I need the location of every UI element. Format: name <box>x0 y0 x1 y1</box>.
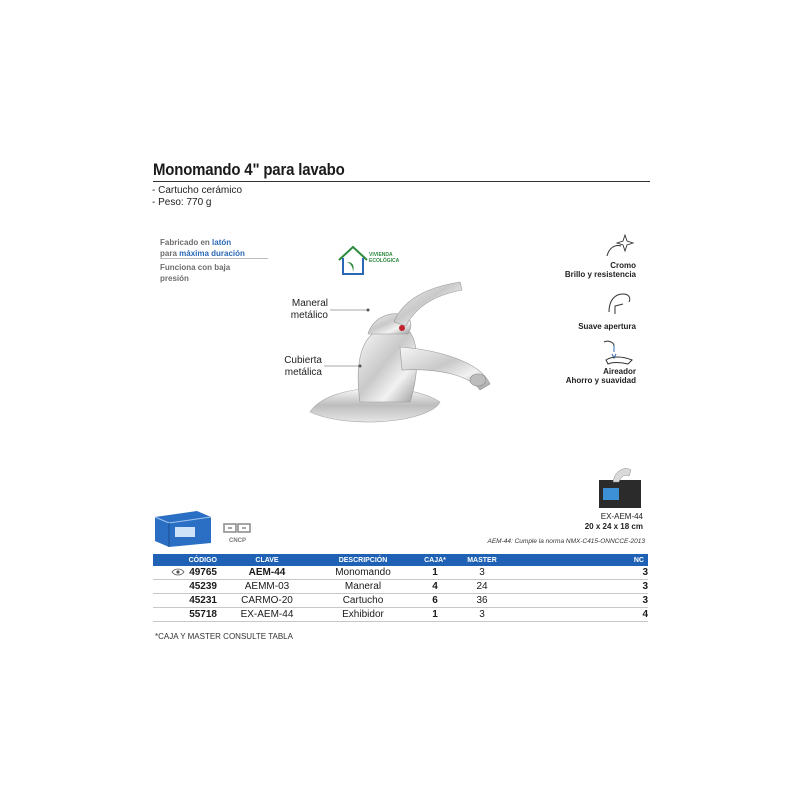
table-header-row <box>153 554 648 566</box>
cell-clave: AEM-44 <box>221 566 313 580</box>
feature-line: Brillo y resistencia <box>564 270 636 279</box>
cell-nc: 3 <box>507 594 648 608</box>
cell-caja: 1 <box>413 608 457 622</box>
display-info <box>560 512 643 532</box>
faucet-image <box>290 262 500 442</box>
callout-line: metálico <box>290 310 328 321</box>
spec-peso: - Peso: 770 g <box>152 197 212 208</box>
cell-nc: 3 <box>507 580 648 594</box>
cell-codigo <box>153 566 221 580</box>
cell-descripcion: Cartucho <box>313 594 413 608</box>
table-row <box>153 608 648 622</box>
col-header-clave: CLAVE <box>221 554 313 566</box>
manufacture-divider <box>160 258 268 259</box>
cert-label: CNCP <box>229 538 247 544</box>
feature-line: Suave apertura <box>578 322 636 331</box>
product-table <box>153 554 648 622</box>
spec-cartucho: - Cartucho cerámico <box>152 185 243 196</box>
eco-badge-line: VIVIENDA <box>369 252 393 258</box>
feature-line: Aireador <box>603 367 636 376</box>
col-header-nc: NC <box>507 554 648 566</box>
cell-codigo-value: 49765 <box>189 567 217 578</box>
cell-codigo: 45231 <box>153 594 221 608</box>
callout-line: metálica <box>284 367 322 378</box>
cell-codigo: 45239 <box>153 580 221 594</box>
cell-descripcion: Maneral <box>313 580 413 594</box>
cell-codigo: 55718 <box>153 608 221 622</box>
mfg-text: Fabricado en <box>160 238 213 247</box>
callout-cubierta <box>272 355 322 379</box>
product-box-image <box>153 505 213 547</box>
cell-clave: EX-AEM-44 <box>221 608 313 622</box>
pressure-note-line: Funciona con baja <box>160 263 231 272</box>
feature-aireador <box>540 367 636 385</box>
sparkle-icon <box>603 232 635 260</box>
cell-master: 24 <box>457 580 507 594</box>
cell-clave: AEMM-03 <box>221 580 313 594</box>
callout-maneral <box>272 298 328 322</box>
feature-line: Cromo <box>610 261 636 270</box>
pressure-note <box>160 262 230 284</box>
eye-icon <box>171 568 185 576</box>
table-row <box>153 594 648 608</box>
display-code: EX-AEM-44 <box>600 512 643 521</box>
mfg-emph-laton: latón <box>212 238 232 247</box>
callout-leader-maneral <box>330 306 370 314</box>
table-row <box>153 566 648 580</box>
manufacture-note <box>160 237 245 259</box>
table-footnote: *CAJA Y MASTER CONSULTE TABLA <box>155 632 293 641</box>
cell-master: 3 <box>457 608 507 622</box>
cell-master: 36 <box>457 594 507 608</box>
pressure-note-line: presión <box>160 274 189 283</box>
cell-descripcion: Monomando <box>313 566 413 580</box>
mfg-emph-duracion: máxima duración <box>179 249 245 258</box>
feature-line: Ahorro y suavidad <box>565 376 636 385</box>
col-header-codigo: CÓDIGO <box>153 554 221 566</box>
display-unit-image <box>595 462 643 510</box>
cell-nc: 4 <box>507 608 648 622</box>
cell-caja: 4 <box>413 580 457 594</box>
table-row <box>153 580 648 594</box>
cell-descripcion: Exhibidor <box>313 608 413 622</box>
cell-nc: 3 <box>507 566 648 580</box>
col-header-descripcion: DESCRIPCIÓN <box>313 554 413 566</box>
col-header-master: MASTER <box>457 554 507 566</box>
callout-leader-cubierta <box>324 362 364 370</box>
eco-badge-line: ECOLÓGICA <box>369 258 400 264</box>
feature-cromo <box>540 261 636 279</box>
norm-note: AEM-44: Cumple la norma NMX-C415-ONNCCE-2013 <box>487 538 645 545</box>
display-size: 20 x 24 x 18 cm <box>584 522 643 531</box>
cell-master: 3 <box>457 566 507 580</box>
cell-clave: CARMO-20 <box>221 594 313 608</box>
mfg-text: para <box>160 249 180 258</box>
title-divider <box>153 181 650 182</box>
cell-caja: 1 <box>413 566 457 580</box>
hand-lever-icon <box>603 288 635 318</box>
cell-caja: 6 <box>413 594 457 608</box>
feature-apertura <box>540 322 636 331</box>
product-title: Monomando 4" para lavabo <box>153 160 345 179</box>
callout-line: Maneral <box>291 298 328 309</box>
water-stream-icon <box>598 338 638 366</box>
callout-line: Cubierta <box>284 355 322 366</box>
col-header-caja: CAJA* <box>413 554 457 566</box>
